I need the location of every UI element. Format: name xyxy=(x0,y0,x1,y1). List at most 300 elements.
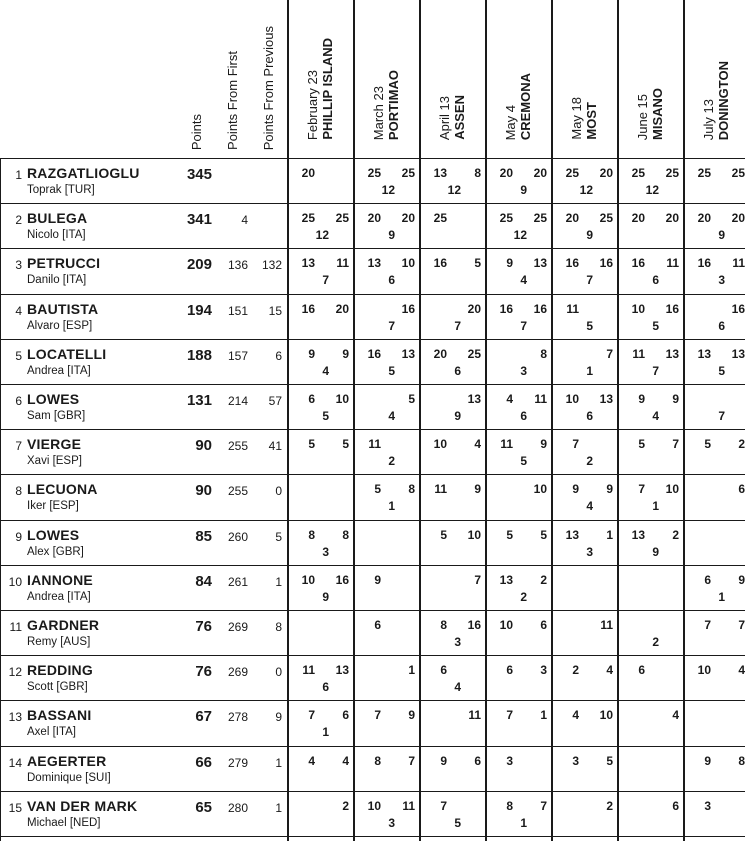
rider-points: 76 xyxy=(195,618,212,635)
rider-surname: BAUTISTA xyxy=(27,300,99,317)
race2-points: 25 xyxy=(599,211,613,226)
race1-points: 16 xyxy=(301,301,315,316)
race1-points: 7 xyxy=(440,798,447,813)
race1-points: 8 xyxy=(374,753,381,768)
round-result-cell xyxy=(287,791,353,836)
round-result-cell xyxy=(551,520,617,565)
rider-surname: AEGERTER xyxy=(27,752,107,769)
race1-points: 7 xyxy=(506,708,513,723)
race2-points: 2 xyxy=(738,437,745,452)
round-result-cell xyxy=(551,791,617,836)
superpole-points: 7 xyxy=(388,318,395,333)
row-divider xyxy=(0,474,745,475)
round-circuit: MOST xyxy=(584,102,599,140)
race1-points: 10 xyxy=(565,392,579,406)
rider-position: 7 xyxy=(15,439,22,454)
round-result-cell xyxy=(485,746,551,791)
round-result-cell xyxy=(551,565,617,610)
points-from-previous-header xyxy=(250,0,286,158)
points-from-first: 136 xyxy=(227,258,248,273)
round-result-cell xyxy=(551,610,617,655)
race1-points: 7 xyxy=(572,437,579,452)
rider-position: 14 xyxy=(8,755,22,770)
superpole-points: 5 xyxy=(322,409,329,423)
race2-points: 16 xyxy=(731,301,745,316)
points-from-first: 280 xyxy=(227,800,248,815)
race1-points: 11 xyxy=(632,346,645,361)
points-from-previous: 57 xyxy=(268,394,282,408)
round-result-cell xyxy=(683,294,745,339)
race1-points: 3 xyxy=(506,753,513,768)
race2-points: 11 xyxy=(468,708,481,723)
standings-row xyxy=(0,384,745,429)
round-result-cell xyxy=(353,248,419,293)
race1-points: 10 xyxy=(367,798,381,813)
race1-points: 5 xyxy=(308,437,315,452)
round-result-cell xyxy=(353,429,419,474)
race1-points: 7 xyxy=(704,618,711,632)
race2-points: 5 xyxy=(606,753,613,768)
superpole-points: 3 xyxy=(520,363,527,378)
round-result-cell xyxy=(419,384,485,429)
rider-name: Iker [ESP] xyxy=(27,500,79,513)
rider-points: 345 xyxy=(186,166,212,183)
round-circuit: ASSEN xyxy=(452,95,467,140)
round-result-cell xyxy=(551,384,617,429)
race1-points: 13 xyxy=(301,256,315,271)
row-divider xyxy=(0,294,745,295)
round-circuit: DONINGTON xyxy=(716,60,731,140)
row-divider xyxy=(0,791,745,792)
race1-points: 6 xyxy=(374,618,381,632)
race1-points: 9 xyxy=(572,482,579,497)
round-result-cell xyxy=(485,700,551,745)
race1-points: 13 xyxy=(565,527,579,542)
round-result-cell xyxy=(683,565,745,610)
rider-name: Andrea [ITA] xyxy=(27,364,91,377)
rider-surname: LOCATELLI xyxy=(27,345,107,362)
race2-points: 20 xyxy=(533,166,547,180)
round-result-cell xyxy=(287,294,353,339)
superpole-points: 4 xyxy=(520,273,527,288)
race2-points: 10 xyxy=(335,392,349,406)
points-from-first: 278 xyxy=(227,710,248,725)
superpole-points: 3 xyxy=(586,544,593,559)
race1-points: 25 xyxy=(367,166,381,180)
race2-points: 2 xyxy=(672,527,679,542)
row-divider xyxy=(0,746,745,747)
rider-points: 85 xyxy=(195,527,212,545)
superpole-points: 9 xyxy=(520,183,527,197)
race2-points: 10 xyxy=(533,482,547,497)
rider-name: Remy [AUS] xyxy=(27,636,91,648)
rider-points: 65 xyxy=(195,798,212,816)
round-result-cell xyxy=(617,203,683,248)
race1-points: 6 xyxy=(440,663,447,678)
superpole-points: 12 xyxy=(513,228,527,243)
points-from-previous: 9 xyxy=(275,710,282,725)
round-result-cell xyxy=(551,429,617,474)
race1-points: 9 xyxy=(638,392,645,406)
race1-points: 13 xyxy=(433,166,447,180)
superpole-points: 7 xyxy=(520,318,527,333)
superpole-points: 7 xyxy=(322,273,329,288)
race2-points: 11 xyxy=(732,256,745,271)
standings-row xyxy=(0,474,745,519)
points-from-previous: 8 xyxy=(275,620,282,634)
race2-points: 8 xyxy=(738,753,745,768)
round-result-cell xyxy=(419,520,485,565)
round-result-cell xyxy=(287,655,353,700)
rider-name: Axel [ITA] xyxy=(27,726,76,739)
rider-position: 6 xyxy=(15,394,22,408)
round-result-cell xyxy=(287,203,353,248)
rider-surname: REDDING xyxy=(27,662,93,679)
race2-points: 11 xyxy=(336,256,349,271)
standings-row xyxy=(0,158,745,203)
race2-points: 25 xyxy=(467,346,481,361)
race1-points: 25 xyxy=(301,211,315,226)
superpole-points: 1 xyxy=(322,725,329,740)
superpole-points: 2 xyxy=(520,589,527,604)
superpole-points: 6 xyxy=(586,409,593,423)
points-from-first: 255 xyxy=(227,484,248,499)
race2-points: 3 xyxy=(540,663,547,678)
round-result-cell xyxy=(551,474,617,519)
round-result-cell xyxy=(353,655,419,700)
rider-surname: VIERGE xyxy=(27,436,82,453)
rider-points: 90 xyxy=(195,437,212,455)
rider-position: 12 xyxy=(8,665,22,680)
race2-points: 10 xyxy=(599,708,613,723)
race1-points: 25 xyxy=(565,166,579,180)
column-divider xyxy=(419,0,421,841)
round-result-cell xyxy=(419,746,485,791)
race2-points: 1 xyxy=(540,708,547,723)
race1-points: 7 xyxy=(374,708,381,723)
rider-surname: LOWES xyxy=(27,391,80,407)
race2-points: 6 xyxy=(540,618,547,632)
round-result-cell xyxy=(683,700,745,745)
round-header-4 xyxy=(501,0,541,158)
race1-points: 3 xyxy=(572,753,579,768)
row-divider xyxy=(0,158,745,159)
race2-points: 6 xyxy=(474,753,481,768)
superpole-points: 9 xyxy=(388,228,395,243)
race2-points: 20 xyxy=(599,166,613,180)
round-result-cell xyxy=(485,203,551,248)
race2-points: 5 xyxy=(342,437,349,452)
round-result-cell xyxy=(353,746,419,791)
superpole-points: 9 xyxy=(586,228,593,243)
race2-points: 2 xyxy=(342,798,349,813)
race1-points: 13 xyxy=(697,346,711,361)
race1-points: 10 xyxy=(631,301,645,316)
race2-points: 9 xyxy=(606,482,613,497)
rider-points: 84 xyxy=(195,572,212,590)
row-divider xyxy=(0,700,745,701)
race1-points: 11 xyxy=(302,663,315,678)
round-result-cell xyxy=(683,746,745,791)
superpole-points: 7 xyxy=(454,318,461,333)
row-divider xyxy=(0,248,745,249)
race1-points: 16 xyxy=(433,256,447,271)
superpole-points: 2 xyxy=(388,454,395,469)
round-circuit: CREMONA xyxy=(518,72,533,140)
points-from-first: 269 xyxy=(227,665,248,680)
race2-points: 7 xyxy=(672,437,679,452)
round-result-cell xyxy=(551,158,617,203)
rider-surname: LOWES xyxy=(27,526,80,543)
race1-points: 16 xyxy=(565,256,579,271)
points-from-previous: 0 xyxy=(275,665,282,680)
round-result-cell xyxy=(683,203,745,248)
rider-points: 66 xyxy=(195,753,212,771)
superpole-points: 1 xyxy=(718,589,725,604)
round-result-cell xyxy=(353,610,419,655)
superpole-points: 2 xyxy=(586,454,593,469)
race1-points: 25 xyxy=(499,211,513,226)
race2-points: 25 xyxy=(665,166,679,180)
race1-points: 10 xyxy=(433,437,447,452)
race2-points: 4 xyxy=(342,753,349,768)
race2-points: 5 xyxy=(474,256,481,271)
round-result-cell xyxy=(485,655,551,700)
round-result-cell xyxy=(287,474,353,519)
points-from-first: 4 xyxy=(241,213,248,228)
race2-points: 1 xyxy=(408,663,415,678)
rider-position: 9 xyxy=(15,529,22,544)
superpole-points: 6 xyxy=(652,273,659,288)
superpole-points: 4 xyxy=(322,363,329,378)
standings-row xyxy=(0,248,745,293)
round-result-cell xyxy=(617,565,683,610)
race1-points: 7 xyxy=(308,708,315,723)
round-result-cell xyxy=(485,791,551,836)
round-result-cell xyxy=(617,791,683,836)
round-result-cell xyxy=(287,429,353,474)
race2-points: 13 xyxy=(335,663,349,678)
race2-points: 13 xyxy=(401,346,415,361)
rider-position: 5 xyxy=(15,348,22,363)
rider-points: 194 xyxy=(186,301,212,319)
race2-points: 25 xyxy=(335,211,349,226)
rider-name: Toprak [TUR] xyxy=(27,184,95,196)
race2-points: 7 xyxy=(606,346,613,361)
race2-points: 9 xyxy=(408,708,415,723)
rider-points: 188 xyxy=(186,346,212,364)
rider-position: 3 xyxy=(15,258,22,273)
superpole-points: 3 xyxy=(388,815,395,830)
round-result-cell xyxy=(287,384,353,429)
race1-points: 25 xyxy=(631,166,645,180)
points-from-previous: 0 xyxy=(275,484,282,499)
race1-points: 2 xyxy=(572,663,579,678)
rider-position: 13 xyxy=(8,710,22,725)
race2-points: 6 xyxy=(672,798,679,813)
row-divider xyxy=(0,836,745,837)
race2-points: 20 xyxy=(665,211,679,226)
superpole-points: 4 xyxy=(454,680,461,695)
race1-points: 9 xyxy=(704,753,711,768)
superpole-points: 5 xyxy=(454,815,461,830)
round-result-cell xyxy=(617,474,683,519)
left-border xyxy=(0,158,1,841)
race2-points: 1 xyxy=(606,527,613,542)
round-result-cell xyxy=(617,700,683,745)
rider-position: 11 xyxy=(9,620,22,634)
race2-points: 16 xyxy=(467,618,481,632)
points-header xyxy=(178,0,214,158)
race2-points: 20 xyxy=(335,301,349,316)
race1-points: 5 xyxy=(638,437,645,452)
race2-points: 11 xyxy=(402,798,415,813)
round-header-1 xyxy=(303,0,343,158)
race1-points: 13 xyxy=(631,527,645,542)
round-result-cell xyxy=(287,610,353,655)
rider-points: 131 xyxy=(186,392,212,409)
race2-points: 10 xyxy=(467,527,481,542)
race1-points: 11 xyxy=(500,437,513,452)
round-circuit: PHILLIP ISLAND xyxy=(320,38,335,140)
race2-points: 9 xyxy=(474,482,481,497)
round-result-cell xyxy=(287,565,353,610)
rider-surname: BULEGA xyxy=(27,210,88,227)
round-result-cell xyxy=(551,746,617,791)
round-date: June 15 xyxy=(635,93,650,140)
race1-points: 13 xyxy=(367,256,381,271)
race1-points: 7 xyxy=(638,482,645,497)
round-result-cell xyxy=(419,203,485,248)
round-result-cell xyxy=(485,339,551,384)
superpole-points: 12 xyxy=(315,228,329,243)
points-from-previous: 1 xyxy=(275,574,282,589)
race2-points: 13 xyxy=(467,392,481,406)
superpole-points: 1 xyxy=(520,815,527,830)
rider-name: Nicolo [ITA] xyxy=(27,229,86,242)
round-result-cell xyxy=(617,339,683,384)
race2-points: 10 xyxy=(401,256,415,271)
race1-points: 20 xyxy=(631,211,645,226)
round-date: July 13 xyxy=(701,98,716,140)
round-result-cell xyxy=(419,610,485,655)
round-result-cell xyxy=(683,339,745,384)
rider-surname: IANNONE xyxy=(27,571,93,588)
round-result-cell xyxy=(485,429,551,474)
points-from-previous: 15 xyxy=(268,303,282,318)
race1-points: 9 xyxy=(506,256,513,271)
race1-points: 16 xyxy=(367,346,381,361)
round-result-cell xyxy=(353,203,419,248)
race2-points: 9 xyxy=(342,346,349,361)
superpole-points: 7 xyxy=(652,363,659,378)
race1-points: 6 xyxy=(308,392,315,406)
race2-points: 6 xyxy=(342,708,349,723)
round-result-cell xyxy=(419,158,485,203)
points-from-first-header-label: Points From First xyxy=(224,51,240,150)
round-date: May 4 xyxy=(503,104,518,140)
round-result-cell xyxy=(551,339,617,384)
round-result-cell xyxy=(551,294,617,339)
column-divider xyxy=(683,0,685,841)
race2-points: 16 xyxy=(401,301,415,316)
superpole-points: 5 xyxy=(586,318,593,333)
race1-points: 3 xyxy=(704,798,711,813)
rider-position: 15 xyxy=(8,800,22,815)
race1-points: 11 xyxy=(434,482,447,497)
rider-surname: GARDNER xyxy=(27,617,100,633)
round-result-cell xyxy=(617,248,683,293)
superpole-points: 12 xyxy=(447,183,461,197)
race2-points: 4 xyxy=(672,708,679,723)
race1-points: 20 xyxy=(433,346,447,361)
round-result-cell xyxy=(353,565,419,610)
superpole-points: 7 xyxy=(718,409,725,423)
race2-points: 25 xyxy=(731,166,745,180)
race1-points: 9 xyxy=(374,572,381,587)
row-divider xyxy=(0,339,745,340)
race1-points: 8 xyxy=(308,527,315,542)
round-result-cell xyxy=(419,565,485,610)
superpole-points: 9 xyxy=(718,228,725,243)
rider-points: 341 xyxy=(186,211,212,229)
round-result-cell xyxy=(419,339,485,384)
rider-surname: LECUONA xyxy=(27,481,98,498)
race2-points: 2 xyxy=(606,798,613,813)
standings-row xyxy=(0,429,745,474)
race2-points: 25 xyxy=(401,166,415,180)
race2-points: 20 xyxy=(401,211,415,226)
round-header-7 xyxy=(699,0,739,158)
round-date: May 18 xyxy=(569,97,584,140)
superpole-points: 6 xyxy=(718,318,725,333)
round-result-cell xyxy=(683,655,745,700)
round-result-cell xyxy=(287,248,353,293)
round-result-cell xyxy=(287,339,353,384)
superpole-points: 1 xyxy=(586,363,593,378)
superpole-points: 3 xyxy=(322,544,329,559)
rider-points: 90 xyxy=(195,482,212,500)
superpole-points: 9 xyxy=(652,544,659,559)
race1-points: 20 xyxy=(367,211,381,226)
standings-row xyxy=(0,565,745,610)
race1-points: 20 xyxy=(301,166,315,180)
rider-name: Andrea [ITA] xyxy=(27,590,91,603)
rider-name: Sam [GBR] xyxy=(27,410,86,422)
race1-points: 20 xyxy=(565,211,579,226)
superpole-points: 4 xyxy=(586,499,593,514)
race1-points: 6 xyxy=(638,663,645,678)
points-from-previous-header-label: Points From Previous xyxy=(260,25,276,150)
superpole-points: 2 xyxy=(652,635,659,649)
race1-points: 10 xyxy=(499,618,513,632)
rider-points: 209 xyxy=(186,256,212,274)
column-divider xyxy=(617,0,619,841)
round-header-6 xyxy=(633,0,673,158)
race1-points: 25 xyxy=(433,211,447,226)
race1-points: 11 xyxy=(566,301,579,316)
round-result-cell xyxy=(617,520,683,565)
points-from-first: 269 xyxy=(227,620,248,634)
round-result-cell xyxy=(683,520,745,565)
points-from-first: 255 xyxy=(227,439,248,454)
row-divider xyxy=(0,384,745,385)
race1-points: 6 xyxy=(506,663,513,678)
rider-position: 4 xyxy=(15,303,22,318)
row-divider xyxy=(0,203,745,204)
rider-surname: BASSANI xyxy=(27,707,92,724)
rider-surname: VAN DER MARK xyxy=(27,797,138,814)
